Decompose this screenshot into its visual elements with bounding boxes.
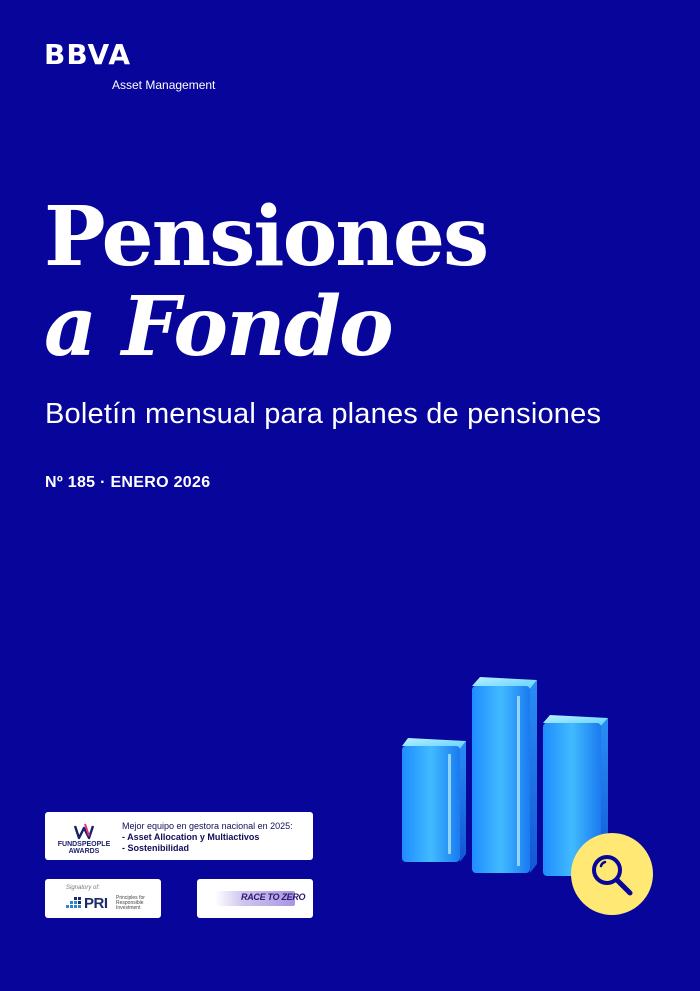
bbva-logo bbox=[44, 38, 216, 92]
illus-bar-middle bbox=[472, 677, 537, 873]
fundspeople-w-icon bbox=[55, 820, 113, 840]
pri-word: PRI bbox=[84, 895, 108, 912]
title-line-2: a Fondo bbox=[44, 279, 392, 375]
fundspeople-text-2: AWARDS bbox=[68, 848, 100, 855]
search-icon bbox=[571, 833, 653, 915]
fundspeople-logo bbox=[55, 820, 113, 854]
brand-sub: Asset Management bbox=[112, 78, 216, 92]
illus-bar-left bbox=[402, 738, 466, 862]
fundspeople-text-1: FUNDSPEOPLE bbox=[57, 841, 111, 848]
award-line-1: Mejor equipo en gestora nacional en 2025: bbox=[122, 821, 293, 831]
bar-chart-3d-icon bbox=[390, 668, 660, 928]
subtitle: Boletín mensual para planes de pensiones bbox=[45, 398, 602, 430]
award-line-2: - Asset Allocation y Multiactivos bbox=[122, 832, 260, 842]
race-to-zero-text: RACE TO ZERO bbox=[241, 892, 306, 902]
pri-squares-icon bbox=[66, 895, 82, 911]
title-line-1: Pensiones bbox=[44, 189, 488, 285]
award-text bbox=[122, 821, 293, 854]
pri-description: Principles for Responsible Investment bbox=[116, 895, 145, 911]
pri-signatory: Signatory of: bbox=[66, 885, 100, 891]
race-to-zero-badge bbox=[197, 879, 313, 918]
fundspeople-awards-badge bbox=[45, 812, 313, 860]
issue-number: Nº 185 · ENERO 2026 bbox=[45, 474, 211, 491]
award-line-3: - Sostenibilidad bbox=[122, 843, 190, 853]
brand-name: BBVA bbox=[44, 38, 131, 71]
pri-badge bbox=[45, 879, 161, 918]
